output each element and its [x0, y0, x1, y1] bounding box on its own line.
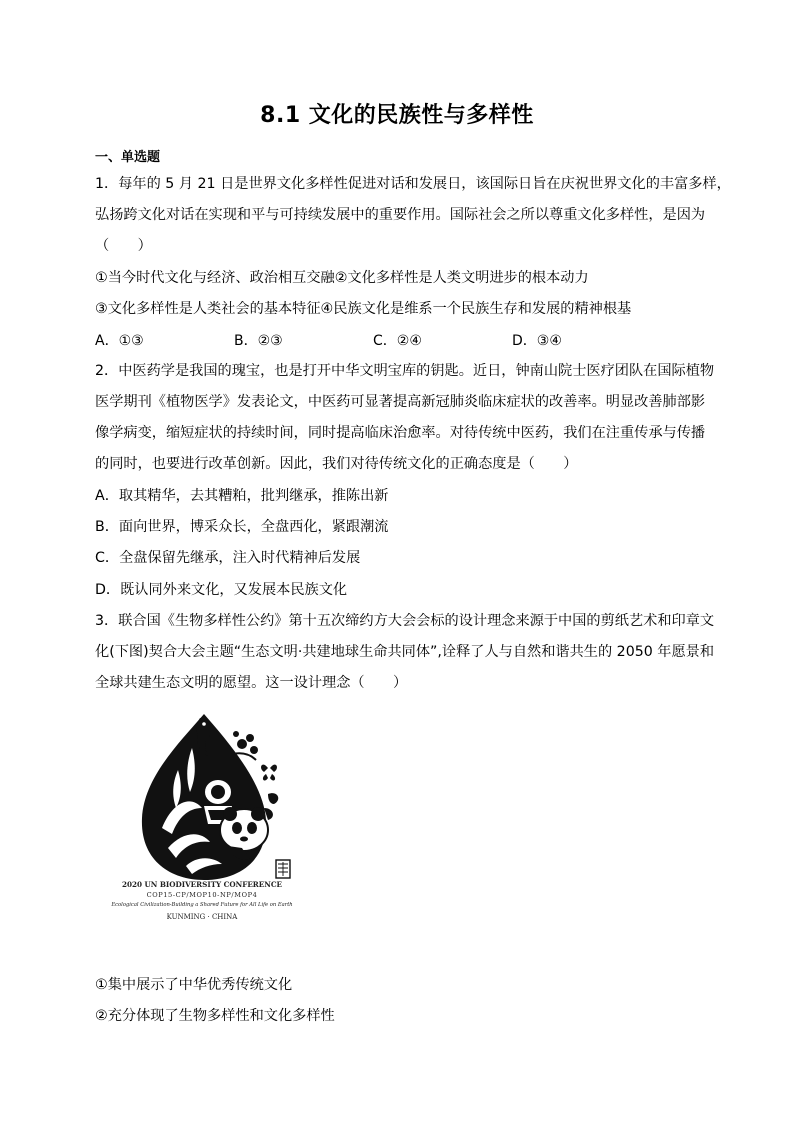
butterfly-icon [261, 765, 277, 781]
plum-blossom-icon [233, 731, 258, 754]
q2-option-c: C．全盘保留先继承，注入时代精神后发展 [95, 550, 361, 566]
q3-statement-1: ①集中展示了中华优秀传统文化 [95, 977, 293, 993]
q2-option-d: D．既认同外来文化，又发展本民族文化 [95, 582, 348, 598]
q2-option-a: A．取其精华，去其糟粕，批判继承，推陈出新 [95, 488, 389, 504]
emblem-caption-line-2: COP15-CP/MOP10-NP/MOP4 [146, 891, 258, 899]
q2-option-b: B．面向世界，博采众长，全盘西化，紧跟潮流 [95, 519, 389, 535]
q2-line-4: 的同时，也要进行改革创新。因此，我们对待传统文化的正确态度是（ ） [95, 456, 578, 472]
q2-line-1: 2．中医药学是我国的瑰宝，也是打开中华文明宝库的钥匙。近日，钟南山院士医疗团队在国际植物 [95, 363, 715, 379]
q1-statement-2: ③文化多样性是人类社会的基本特征④民族文化是维系一个民族生存和发展的精神根基 [95, 301, 632, 317]
q3-line-3: 全球共建生态文明的愿望。这一设计理念（ ） [95, 675, 408, 691]
emblem-caption-line-1: 2020 UN BIODIVERSITY CONFERENCE [121, 880, 283, 889]
page-title: 8.1 文化的民族性与多样性 [260, 103, 534, 128]
q1-option-a: A．①③ [95, 333, 144, 349]
q3-line-2: 化(下图)契合大会主题“生态文明·共建地球生命共同体”,诠释了人与自然和谐共生的 2050 年愿景和 [95, 644, 715, 660]
q1-option-c: C．②④ [373, 333, 422, 349]
emblem-caption-line-4: KUNMING · CHINA [166, 913, 238, 921]
q1-options [95, 330, 651, 350]
q1-line-2: 弘扬跨文化对话在实现和平与可持续发展中的重要作用。国际社会之所以尊重文化多样性，是因为 [95, 207, 706, 223]
q1-line-3: （ ） [95, 238, 152, 254]
q2-line-3: 像学病变，缩短症状的持续时间，同时提高临床治愈率。对待传统中医药，我们在注重传承与传播 [95, 425, 706, 441]
q1-option-d: D．③④ [512, 333, 562, 349]
section-heading: 一、单选题 [95, 150, 161, 165]
q2-line-2: 医学期刊《植物医学》发表论文，中医药可显著提高新冠肺炎临床症状的改善率。明显改善肺部影 [95, 394, 706, 410]
q1-option-b: B．②③ [234, 333, 283, 349]
q1-line-1: 1．每年的 5 月 21 日是世界文化多样性促进对话和发展日，该国际日旨在庆祝世界文化的丰富多样， [95, 176, 731, 192]
q3-line-1: 3．联合国《生物多样性公约》第十五次缔约方大会会标的设计理念来源于中国的剪纸艺术和印章文 [95, 613, 715, 629]
q1-statement-1: ①当今时代文化与经济、政治相互交融②文化多样性是人类文明进步的根本动力 [95, 270, 589, 286]
emblem-caption-line-3: Ecological Civilization-Building a Shared Future for All Life on Earth [111, 902, 293, 908]
q3-statement-2: ②充分体现了生物多样性和文化多样性 [95, 1008, 335, 1024]
